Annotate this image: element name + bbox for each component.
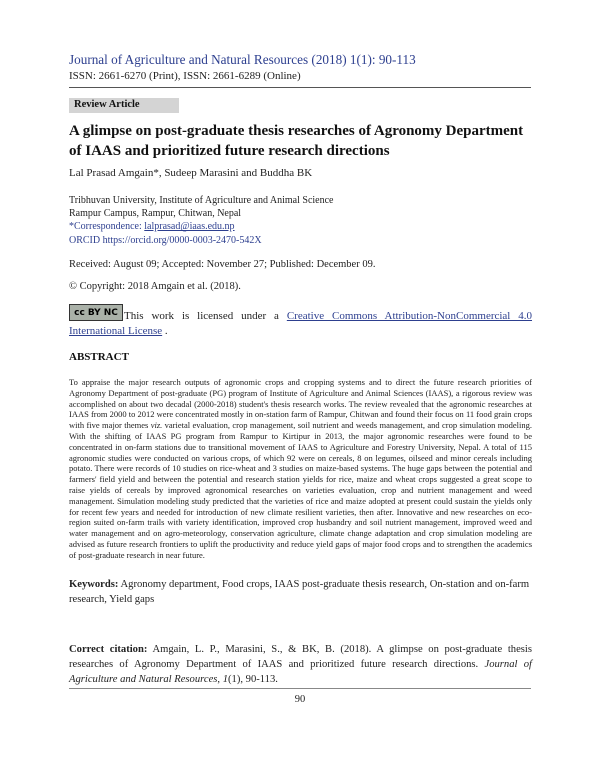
- affiliation-line-2: Rampur Campus, Rampur, Chitwan, Nepal: [69, 208, 242, 220]
- abstract-text-2: varietal evaluation, crop management, soil nutrient and weeds management, and crop simulation modeling. With the shifting of IAAS PG program from Rampur to Kirtipur in 2013, the major agronomic researches were found to be concentrated in on-farm stations due to transitional movement of IAAS to Agriculture and Forestry University, Nepal. A total of 115 agronomic studies were conducted on various crops, of which 92 were on cereals, 8 on legumes, oilseed and minor cereals including potato. There were records of 10 studies on rice-wheat and 3 studies on maize-based systems. The huge gaps between the potential and farmers' field yield and between the potential and research station yields for rice, maize and wheat crops suggested a great scope to raise yields of cereals by improved agronomical researches on varieties evaluation, crop and nutrient management and weed management. Simulation modeling study predicted that the varieties of rice and maize adopted at present could sustain the yields only for recent few years and needed for introduction of new climate resilient varieties, then after. Innovative and new researches on eco-region suited on-farm trails with variety identification, improved crop husbandry and soil nutrient management, improved weed and water management and on agro-meteorology, conservation agriculture, climate change adaptation and crop simulation modeling are advised as future research frontiers to uplift the productivity and reduce yield gaps of major food crops and to strengthen the academics of post-graduate research in near future.: [69, 420, 532, 560]
- citation-journal: Journal of Agriculture and Natural Resources: [69, 659, 532, 685]
- abstract-heading: ABSTRACT: [69, 351, 129, 363]
- journal-header: Journal of Agriculture and Natural Resources (2018) 1(1): 90-113: [69, 52, 416, 67]
- cc-icon: cc: [74, 307, 85, 318]
- license-text: This work is licensed under a: [124, 310, 287, 322]
- by-icon: BY: [87, 307, 101, 318]
- issn-line: ISSN: 2661-6270 (Print), ISSN: 2661-6289 (Online): [69, 70, 301, 82]
- abstract-text-1: To appraise the major research outputs of agronomic crops and cropping systems and to direct the future research priorities of Agronomy Department of post-graduate (PG) program of Institute of Agriculture and Animal Sciences (IAAS), a rigorous review was accomplished on about two decadal (2000-2018) student's thesis research works. The review revealed that the agronomic researches at IAAS from 2000 to 2012 were concentrated mostly in on-station farm of Rampur, Chitwan and found their focus on 11 food grain crops with five major themes: [69, 377, 532, 431]
- citation-text: Amgain, L. P., Marasini, S., & BK, B. (2018). A glimpse on post-graduate thesis researches of Agronomy Department of IAAS and prioritized future research directions.: [69, 644, 532, 670]
- citation-sep: ,: [217, 674, 223, 685]
- abstract-viz: viz.: [150, 420, 163, 431]
- license-end: .: [162, 325, 168, 337]
- abstract-body: [69, 377, 532, 561]
- affiliation-block: [69, 194, 334, 247]
- correspondence-line: [69, 220, 334, 233]
- citation-block: [69, 642, 532, 687]
- citation-volume: 1: [222, 674, 228, 685]
- keywords-text: Agronomy department, Food crops, IAAS post-graduate thesis research, On-station and on-farm research, Yield gaps: [69, 579, 530, 605]
- page-number: 90: [294, 694, 306, 705]
- citation-end: (1), 90-113.: [228, 674, 278, 685]
- footer-divider: [69, 688, 531, 689]
- keywords-label: Keywords:: [69, 579, 119, 590]
- article-title: A glimpse on post-graduate thesis researches of Agronomy Department of IAAS and prioritized future research directions: [69, 123, 524, 159]
- publication-dates: Received: August 09; Accepted: November 27; Published: December 09.: [69, 259, 376, 270]
- nc-icon: NC: [103, 307, 118, 318]
- article-type-label: Review Article: [74, 99, 140, 110]
- affiliation-line-1: Tribhuvan University, Institute of Agriculture and Animal Science: [69, 195, 334, 206]
- license-statement: [69, 309, 532, 339]
- email-link[interactable]: lalprasad@iaas.edu.np: [144, 221, 235, 233]
- keywords-block: [69, 577, 532, 607]
- header-divider: [69, 87, 531, 88]
- cc-license-badge[interactable]: [69, 304, 123, 321]
- correspondence-label: *Correspondence:: [69, 221, 145, 233]
- license-link[interactable]: Creative Commons Attribution-NonCommercial 4.0 International License: [69, 310, 533, 337]
- copyright-line: © Copyright: 2018 Amgain et al. (2018).: [69, 281, 241, 292]
- citation-label: Correct citation:: [69, 644, 148, 655]
- orcid-link[interactable]: ORCID https://orcid.org/0000-0003-2470-542X: [69, 234, 262, 246]
- author-list: Lal Prasad Amgain*, Sudeep Marasini and Buddha BK: [69, 167, 313, 179]
